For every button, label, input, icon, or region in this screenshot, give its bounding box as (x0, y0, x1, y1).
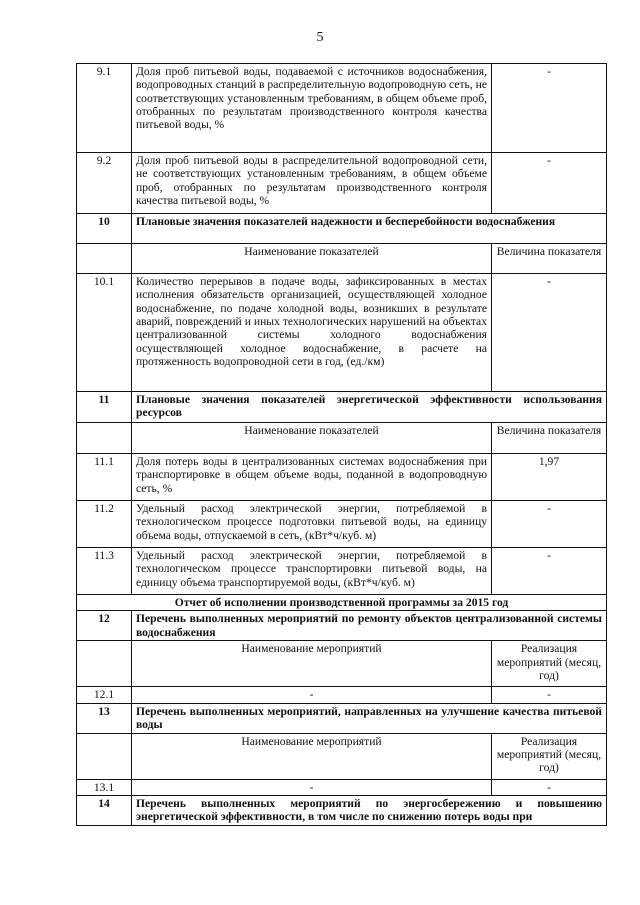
activity-date: - (492, 779, 607, 795)
section-number: 13 (77, 703, 132, 733)
table-row (77, 153, 607, 214)
section-title: Плановые значения показателей надежности и бесперебойности водоснабжения (132, 214, 607, 244)
empty-cell (77, 423, 132, 454)
section-number: 11 (77, 392, 132, 423)
indicator-value: - (492, 153, 607, 214)
column-header-value: Величина показателя (492, 244, 607, 274)
indicator-value: - (492, 548, 607, 595)
section-row (77, 392, 607, 423)
section-number: 14 (77, 795, 132, 825)
indicators-table (76, 63, 607, 826)
empty-cell (77, 244, 132, 274)
section-row (77, 703, 607, 733)
section-number: 10 (77, 214, 132, 244)
row-number: 12.1 (77, 687, 132, 703)
section-title: Перечень выполненных мероприятий, направленных на улучшение качества питьевой воды (132, 703, 607, 733)
column-header-row (77, 244, 607, 274)
column-header-name: Наименование показателей (132, 244, 492, 274)
table-row (77, 454, 607, 501)
row-number: 11.1 (77, 454, 132, 501)
section-number: 12 (77, 611, 132, 641)
column-header-name: Наименование мероприятий (132, 641, 492, 687)
column-header-value: Реализация мероприятий (месяц, год) (492, 733, 607, 779)
row-number: 9.2 (77, 153, 132, 214)
empty-cell (77, 641, 132, 687)
row-number: 9.1 (77, 64, 132, 153)
report-title: Отчет об исполнении производственной программы за 2015 год (77, 595, 607, 611)
activity-name: - (132, 779, 492, 795)
indicator-text: Количество перерывов в подаче воды, зафиксированных в местах исполнения обязательств организацией, осуществляющей холодное водоснабжение, по подаче холодной воды, возникших в результате аварий, повреждений и иных технологических нарушений на объектах централизованной системы холодного водоснабжения осуществляющей холодное водоснабжение, в расчете на протяженность водопроводной сети в год, (ед./км) (132, 274, 492, 392)
row-number: 10.1 (77, 274, 132, 392)
page-number: 5 (316, 30, 324, 45)
section-title: Перечень выполненных мероприятий по ремонту объектов централизованной системы водоснабжения (132, 611, 607, 641)
column-header-row (77, 641, 607, 687)
table-row (77, 687, 607, 703)
table-row (77, 501, 607, 548)
table-row (77, 274, 607, 392)
column-header-name: Наименование показателей (132, 423, 492, 454)
report-title-row (77, 595, 607, 611)
activity-name: - (132, 687, 492, 703)
column-header-row (77, 423, 607, 454)
section-title: Плановые значения показателей энергетической эффективности использования ресурсов (132, 392, 607, 423)
indicator-text: Удельный расход электрической энергии, потребляемой в технологическом процессе транспортировки питьевой воды, на единицу объема транспортируемой воды, (кВт*ч/куб. м) (132, 548, 492, 595)
indicator-value: 1,97 (492, 454, 607, 501)
row-number: 13.1 (77, 779, 132, 795)
section-row (77, 611, 607, 641)
column-header-row (77, 733, 607, 779)
table-row (77, 548, 607, 595)
indicator-value: - (492, 64, 607, 153)
indicator-value: - (492, 501, 607, 548)
empty-cell (77, 733, 132, 779)
row-number: 11.2 (77, 501, 132, 548)
table-row (77, 779, 607, 795)
indicator-text: Удельный расход электрической энергии, потребляемой в технологическом процессе подготовки питьевой воды, на единицу объема воды, отпускаемой в сеть, (кВт*ч/куб. м) (132, 501, 492, 548)
section-row (77, 214, 607, 244)
indicator-value: - (492, 274, 607, 392)
indicator-text: Доля потерь воды в централизованных системах водоснабжения при транспортировке в общем объеме воды, поданной в водопроводную сеть, % (132, 454, 492, 501)
section-row (77, 795, 607, 825)
indicator-text: Доля проб питьевой воды в распределительной водопроводной сети, не соответствующих установленным требованиям, в общем объеме проб, отобранных по результатам производственного контроля качества питьевой воды, % (132, 153, 492, 214)
section-title: Перечень выполненных мероприятий по энергосбережению и повышению энергетической эффективности, в том числе по снижению потерь воды при (132, 795, 607, 825)
table-row (77, 64, 607, 153)
activity-date: - (492, 687, 607, 703)
indicator-text: Доля проб питьевой воды, подаваемой с источников водоснабжения, водопроводных станций в распределительную водопроводную сеть, не соответствующих установленным требованиям, в общем объеме проб, отобранных по результатам производственного контроля качества питьевой воды, % (132, 64, 492, 153)
column-header-name: Наименование мероприятий (132, 733, 492, 779)
column-header-value: Величина показателя (492, 423, 607, 454)
column-header-value: Реализация мероприятий (месяц, год) (492, 641, 607, 687)
row-number: 11.3 (77, 548, 132, 595)
